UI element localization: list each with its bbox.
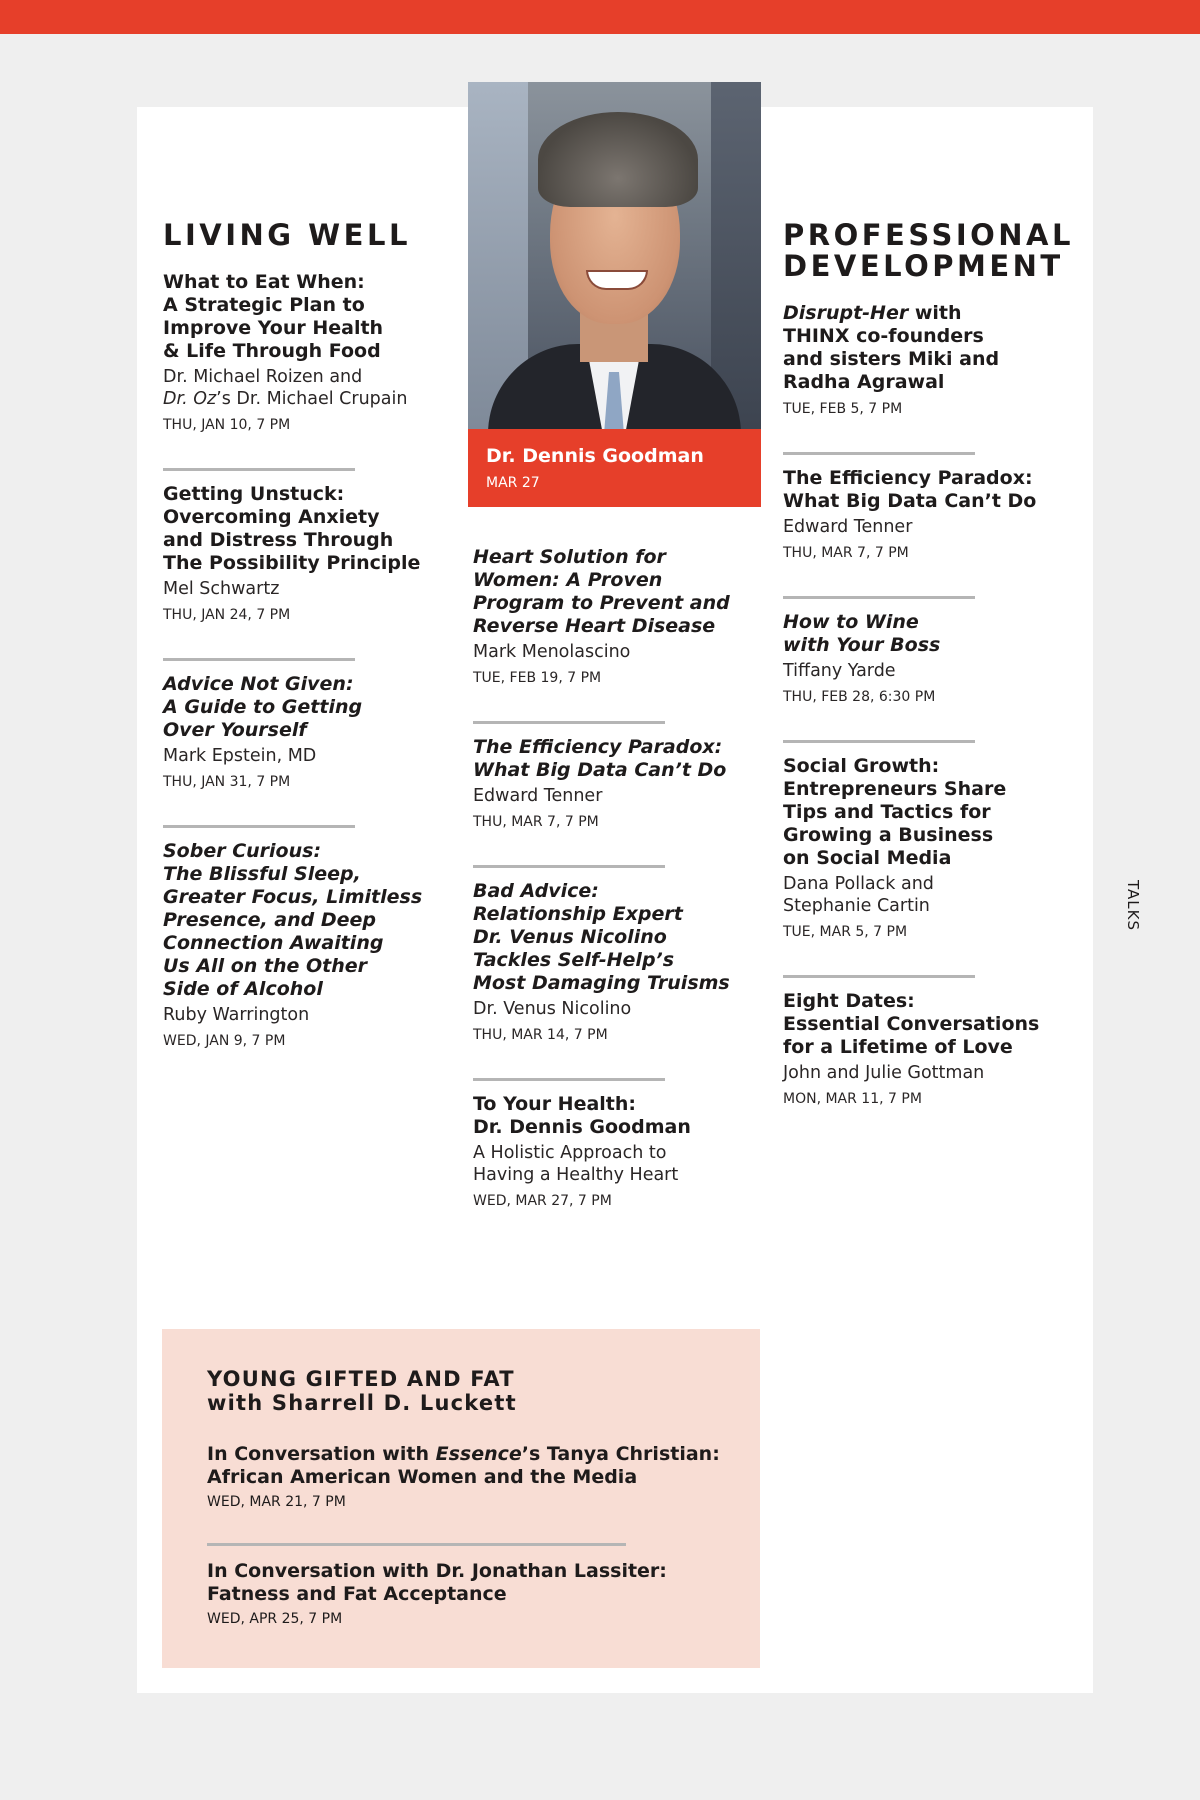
living-well-heading: LIVING WELL: [163, 218, 411, 252]
divider: [783, 596, 975, 599]
divider: [783, 740, 975, 743]
series-event-date: WED, MAR 21, 7 PM: [207, 1494, 346, 1510]
event-date: WED, JAN 9, 7 PM: [163, 1033, 286, 1049]
divider: [783, 975, 975, 978]
featured-caption: [468, 429, 761, 507]
divider: [473, 1078, 665, 1081]
photo-hair: [538, 112, 698, 207]
series-event-title: [207, 1443, 727, 1489]
event-title: Getting Unstuck: Overcoming Anxiety and Distress Through The Possibility Principle: [163, 483, 421, 574]
series-title: YOUNG GIFTED AND FAT with Sharrell D. Luckett: [207, 1367, 517, 1415]
top-accent-bar: [0, 0, 1200, 34]
event-item: [473, 880, 743, 1044]
event-item: [163, 840, 433, 1050]
divider: [473, 721, 665, 724]
event-speaker-rest: ’s Dr. Michael Crupain: [216, 389, 408, 409]
event-title: Advice Not Given: A Guide to Getting Over Yourself: [163, 673, 363, 741]
event-date: THU, MAR 7, 7 PM: [783, 545, 909, 561]
event-item: [473, 1093, 743, 1210]
event-title: [783, 302, 1053, 394]
event-date: TUE, MAR 5, 7 PM: [783, 924, 908, 940]
series-event-title-a: In Conversation with: [207, 1443, 436, 1465]
series-box: [162, 1329, 760, 1668]
event-item: [163, 271, 433, 434]
event-title: Eight Dates: Essential Conversations for a Lifetime of Love: [783, 990, 1040, 1058]
event-date: TUE, FEB 19, 7 PM: [473, 670, 602, 686]
event-speaker-line: [163, 388, 433, 410]
featured-date: MAR 27: [486, 475, 540, 491]
event-title: Bad Advice: Relationship Expert Dr. Venus Nicolino Tackles Self-Help’s Most Damaging Truisms: [473, 880, 730, 994]
event-title: How to Wine with Your Boss: [783, 611, 941, 656]
series-event-date: WED, APR 25, 7 PM: [207, 1611, 343, 1627]
event-date: THU, MAR 14, 7 PM: [473, 1027, 608, 1043]
event-item: [473, 736, 743, 831]
event-date: TUE, FEB 5, 7 PM: [783, 401, 903, 417]
series-box-content: [207, 1367, 727, 1628]
side-section-label: TALKS: [1124, 880, 1142, 931]
event-title: To Your Health: Dr. Dennis Goodman: [473, 1093, 691, 1138]
event-title: The Efficiency Paradox: What Big Data Can’t Do: [473, 736, 727, 781]
divider: [163, 468, 355, 471]
event-speaker: Edward Tenner: [783, 517, 913, 537]
event-item: [473, 546, 743, 687]
featured-name: Dr. Dennis Goodman: [486, 445, 704, 467]
event-speaker: Mel Schwartz: [163, 579, 280, 599]
event-title-em: Disrupt-Her: [783, 302, 909, 324]
event-speaker-em: Dr. Oz: [163, 389, 217, 409]
event-item: [783, 302, 1053, 418]
event-title: The Efficiency Paradox: What Big Data Can’t Do: [783, 467, 1037, 512]
professional-development-heading: PROFESSIONAL DEVELOPMENT: [783, 218, 1074, 283]
series-event-title-em: Essence: [435, 1443, 522, 1465]
speaker-photo: [468, 82, 761, 429]
event-speaker: [163, 366, 433, 410]
event-date: THU, JAN 10, 7 PM: [163, 417, 291, 433]
event-item: [163, 673, 433, 791]
divider: [163, 658, 355, 661]
event-speaker: John and Julie Gottman: [783, 1063, 985, 1083]
series-event-title-b: ’s Tanya Christian: African American Women and the Media: [207, 1443, 720, 1488]
event-speaker: Mark Epstein, MD: [163, 746, 317, 766]
living-well-column: [163, 220, 433, 1050]
event-speaker: Mark Menolascino: [473, 642, 631, 662]
event-speaker: A Holistic Approach to Having a Healthy Heart: [473, 1143, 679, 1185]
event-title-rest: with THINX co-founders and sisters Miki and Radha Agrawal: [783, 302, 1000, 393]
event-speaker-line: Dr. Michael Roizen and: [163, 367, 363, 387]
divider: [207, 1543, 626, 1546]
event-date: WED, MAR 27, 7 PM: [473, 1193, 612, 1209]
event-title: Heart Solution for Women: A Proven Program to Prevent and Reverse Heart Disease: [473, 546, 730, 637]
series-event-title: In Conversation with Dr. Jonathan Lassiter: Fatness and Fat Acceptance: [207, 1560, 667, 1605]
divider: [783, 452, 975, 455]
event-item: [163, 483, 433, 624]
divider: [163, 825, 355, 828]
event-title: Sober Curious: The Blissful Sleep, Greater Focus, Limitless Presence, and Deep Connection Awaiting Us All on the Other Side of Alcohol: [163, 840, 423, 1000]
event-speaker: Tiffany Yarde: [783, 661, 896, 681]
event-speaker: Dana Pollack and Stephanie Cartin: [783, 874, 934, 916]
event-speaker: Ruby Warrington: [163, 1005, 310, 1025]
event-date: THU, FEB 28, 6:30 PM: [783, 689, 936, 705]
event-date: MON, MAR 11, 7 PM: [783, 1091, 922, 1107]
event-speaker: Edward Tenner: [473, 786, 603, 806]
event-speaker: Dr. Venus Nicolino: [473, 999, 632, 1019]
professional-development-column: [783, 218, 1074, 1108]
event-item: [783, 755, 1053, 941]
event-item: [783, 611, 1053, 706]
event-date: THU, JAN 31, 7 PM: [163, 774, 291, 790]
event-item: [783, 990, 1053, 1108]
divider: [473, 865, 665, 868]
event-date: THU, MAR 7, 7 PM: [473, 814, 599, 830]
middle-column: [473, 546, 743, 1210]
event-item: [783, 467, 1053, 562]
event-title: What to Eat When: A Strategic Plan to Improve Your Health & Life Through Food: [163, 271, 384, 362]
event-title: Social Growth: Entrepreneurs Share Tips and Tactics for Growing a Business on Social Media: [783, 755, 1007, 869]
event-date: THU, JAN 24, 7 PM: [163, 607, 291, 623]
